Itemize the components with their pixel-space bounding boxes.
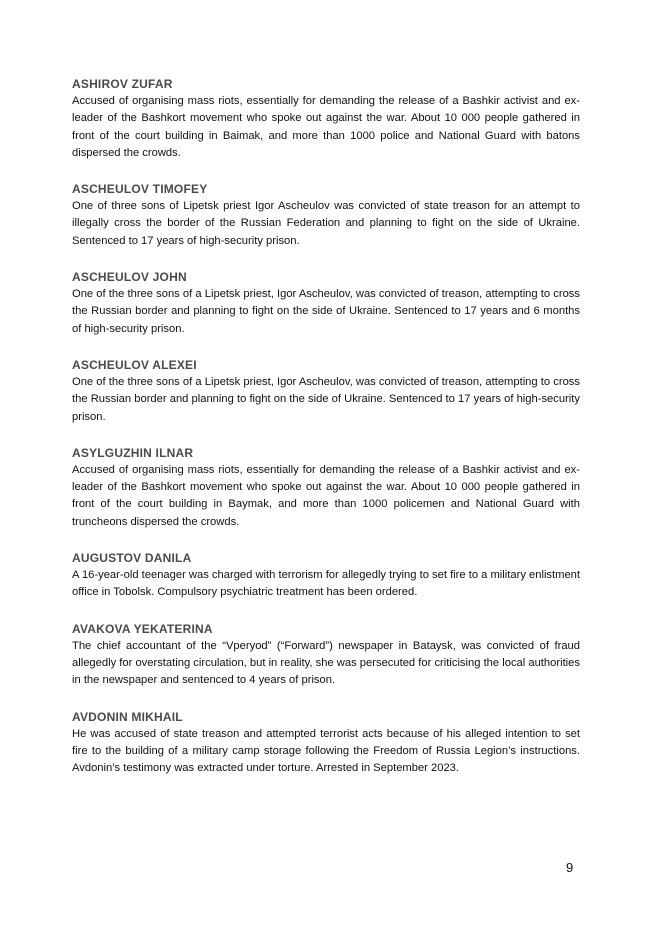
page-number: 9	[566, 860, 574, 875]
entry-text: One of the three sons of a Lipetsk priest, Igor Ascheulov, was convicted of treason, attempting to cross the Russian border and planning to fight on the side of Ukraine. Sentenced to 17 years of high-security prison.	[72, 375, 580, 423]
entry-ascheulov-timofey	[72, 181, 580, 250]
entry-name: AUGUSTOV DANILA	[72, 551, 192, 566]
entry-text: The chief accountant of the “Vperyod” (“Forward”) newspaper in Bataysk, was convicted of fraud allegedly for overstating circulation, but in reality, she was persecuted for criticising the local authorities in the newspaper and sentenced to 4 years of prison.	[72, 639, 580, 687]
entry-text: One of the three sons of a Lipetsk priest, Igor Ascheulov, was convicted of treason, attempting to cross the Russian border and planning to fight on the side of Ukraine. Sentenced to 17 years and 6 months of high-security prison.	[72, 288, 580, 335]
entry-text: A 16-year-old teenager was charged with terrorism for allegedly trying to set fire to a military enlistment office in Tobolsk. Compulsory psychiatric treatment has been ordered.	[72, 569, 581, 599]
entry-name: AVAKOVA YEKATERINA	[72, 621, 213, 636]
entry-avdonin-mikhail	[72, 709, 580, 778]
entry-augustov-danila	[72, 550, 580, 602]
entry-avakova-yekaterina	[72, 621, 580, 690]
entry-text: One of three sons of Lipetsk priest Igor Ascheulov was convicted of state treason for an attempt to illegally cross the border of the Russian Federation and planning to fight on the side of Ukraine. Sentenced to 17 years of high-security prison.	[72, 200, 580, 247]
entry-name: ASCHEULOV JOHN	[72, 270, 187, 285]
entry-name: AVDONIN MIKHAIL	[72, 709, 183, 724]
entry-ascheulov-alexei	[72, 357, 580, 426]
entry-text: Accused of organising mass riots, essentially for demanding the release of a Bashkir activist and ex-leader of the Bashkort movement who spoke out against the war. About 10 000 people gathered in front of the court building in Baymak, and more than 1000 policemen and National Guard with truncheons dispersed the crowds.	[72, 463, 580, 528]
document-page	[72, 76, 580, 796]
entry-name: ASYLGUZHIN ILNAR	[72, 445, 194, 460]
entry-ashirov-zufar	[72, 76, 580, 162]
entry-asylguzhin-ilnar	[72, 445, 580, 531]
entry-name: ASHIROV ZUFAR	[72, 77, 173, 91]
entry-name: ASCHEULOV TIMOFEY	[72, 182, 208, 197]
entry-text: He was accused of state treason and attempted terrorist acts because of his alleged intention to set fire to the building of a military camp storage following the Freedom of Russia Legion’s instructions. Avdonin’s testimony was extracted under torture. Arrested in September 2023.	[72, 727, 580, 775]
entry-text: Accused of organising mass riots, essentially for demanding the release of a Bashkir activist and ex-leader of the Bashkort movement who spoke out against the war. About 10 000 people gathered in front of the court building in Baimak, and more than 1000 police and National Guard with batons dispersed the crowds.	[72, 95, 580, 159]
entry-ascheulov-john	[72, 269, 580, 338]
entry-name: ASCHEULOV ALEXEI	[72, 357, 197, 372]
